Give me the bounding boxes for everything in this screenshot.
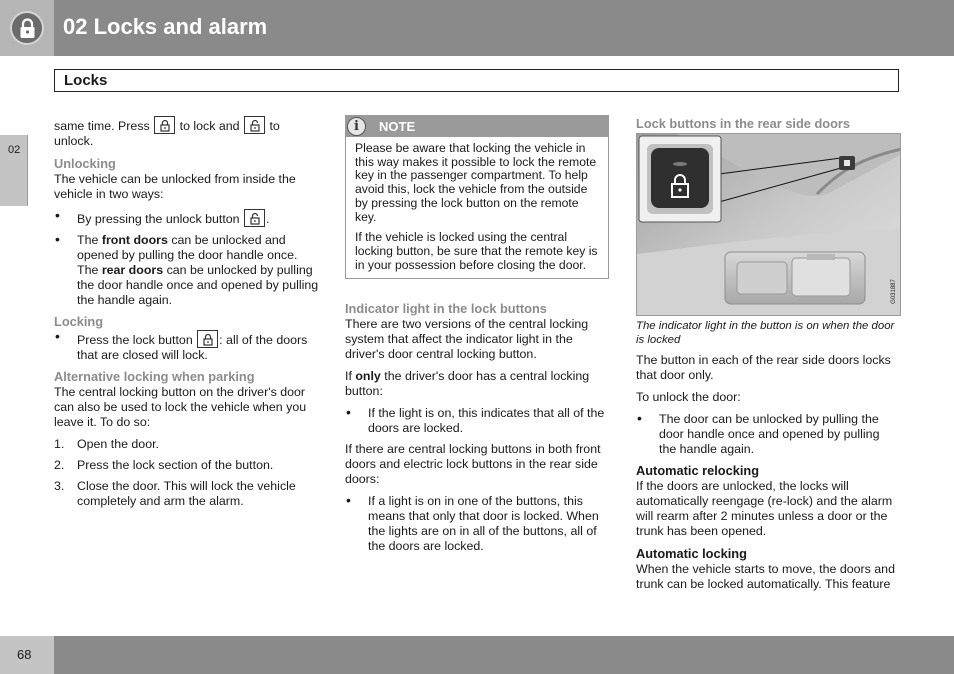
locking-heading: Locking — [54, 314, 104, 329]
locking-list — [54, 330, 320, 363]
rear-p1: The button in each of the rear side doors locks that door only. — [636, 353, 891, 382]
list-item — [54, 437, 320, 452]
rear-buttons-heading: Lock buttons in the rear side doors — [636, 116, 851, 131]
chapter-title: 02 Locks and alarm — [63, 14, 268, 39]
list-item — [54, 330, 320, 363]
intro-text-b: to lock and — [179, 119, 240, 133]
step-number: 2. — [54, 458, 65, 472]
unlocking-list — [54, 209, 320, 308]
bullet2-bold-rear-doors: rear doors — [101, 263, 164, 277]
chapter-side-tab — [0, 135, 28, 206]
unlock-button-icon — [244, 116, 265, 134]
chapter-icon-box — [0, 0, 54, 56]
unlock-door-list — [636, 412, 900, 457]
list-item — [54, 458, 320, 473]
lock-button-icon — [154, 116, 175, 134]
step-text: Press the lock section of the button. — [77, 458, 274, 472]
page-number: 68 — [17, 647, 32, 662]
bullet1-end: . — [266, 212, 270, 226]
list-item: • If a light is on in one of the buttons, this means that only that door is locked. When the lights are on in all of the buttons, all of the doors are locked. — [345, 494, 609, 554]
rear-door-lock-photo — [636, 133, 901, 316]
autolock-text: When the vehicle starts to move, the doors and trunk can be locked automatically. This feature — [636, 562, 895, 591]
bullet2-bold-front-doors: front doors — [101, 233, 168, 247]
step-text: Close the door. This will lock the vehicle completely and arm the alarm. — [77, 479, 296, 508]
section-bar — [54, 69, 899, 92]
relock-heading: Automatic relocking — [636, 463, 760, 478]
both-doors-text: If there are central locking buttons in both front doors and electric lock buttons in the rear side doors: — [345, 442, 601, 487]
note-paragraph-1: Please be aware that locking the vehicle in this way makes it possible to lock the remote key in the passenger compartment. To help avoid this, lock the vehicle from the outside by pressing the lock button on the remote key. — [355, 141, 597, 224]
bullet2-text-c: can be unlocked and opened by pulling the door handle once. The — [77, 233, 298, 277]
step-number: 3. — [54, 479, 65, 493]
info-icon: i — [347, 117, 366, 136]
padlock-icon — [10, 11, 44, 45]
steps-list — [54, 437, 320, 509]
column-2 — [345, 115, 609, 560]
step-number: 1. — [54, 437, 65, 451]
only-text-a: If — [345, 369, 352, 384]
list-item — [54, 233, 320, 308]
column-1 — [54, 116, 320, 515]
photo-code: G031887 — [890, 279, 897, 304]
unlocking-text: The vehicle can be unlocked from inside the vehicle in two ways: — [54, 172, 296, 201]
list-item: • If the light is on, this indicates that all of the doors are locked. — [345, 406, 609, 436]
unlocking-heading: Unlocking — [54, 156, 116, 171]
unlock-button-icon — [244, 209, 265, 227]
note-header — [346, 116, 608, 137]
intro-text-c: to unlock. — [54, 119, 280, 148]
only-bold: only — [355, 369, 381, 384]
page-number-box — [0, 636, 54, 674]
indicator-heading: Indicator light in the lock buttons — [345, 301, 547, 317]
list-item — [54, 479, 320, 509]
one-on-list — [345, 494, 609, 554]
autolock-heading: Automatic locking — [636, 546, 747, 561]
rear-p2: To unlock the door: — [636, 390, 741, 404]
chapter-side-tab-label: 02 — [8, 144, 21, 156]
page-footer — [0, 636, 954, 674]
column-3 — [636, 116, 900, 599]
indicator-text: There are two versions of the central locking system that affect the indicator light in the driver's door central locking button. — [345, 317, 589, 362]
step-text: Open the door. — [77, 437, 159, 451]
locking-bullet-text-b: : all of the doors that are closed will lock. — [77, 333, 308, 362]
intro-text-a: same time. Press — [54, 119, 150, 133]
list-item — [54, 209, 320, 227]
list-item: • The door can be unlocked by pulling the door handle once and opened by pulling the handle again. — [636, 412, 900, 457]
light-on-list — [345, 406, 609, 436]
bullet2-text-e: can be unlocked by pulling the door handle once and opened by pulling the handle again. — [77, 263, 319, 307]
bullet2-text-a: The — [77, 233, 99, 247]
only-text-c: the driver's door has a central locking button: — [345, 369, 590, 399]
only-driver-paragraph — [345, 369, 609, 399]
alt-locking-text: The central locking button on the driver's door can also be used to lock the vehicle when you leave it. To do so: — [54, 385, 307, 429]
photo-caption: The indicator light in the button is on when the door is locked — [636, 320, 895, 346]
chapter-header — [0, 0, 954, 56]
note-box — [345, 115, 609, 279]
section-title: Locks — [64, 72, 108, 89]
intro-paragraph — [54, 116, 320, 149]
note-body — [346, 137, 608, 278]
lock-button-icon — [197, 330, 218, 348]
relock-text: If the doors are unlocked, the locks will automatically reengage (re-lock) and the alarm will rearm after 2 minutes unless a door or the trunk has been opened. — [636, 479, 893, 538]
locking-bullet-text-a: Press the lock button — [77, 333, 193, 347]
note-label: NOTE — [379, 119, 416, 134]
note-paragraph-2: If the vehicle is locked using the central locking button, be sure that the remote key is in your possession before closing the door. — [355, 230, 598, 272]
alt-locking-heading: Alternative locking when parking — [54, 369, 255, 384]
bullet1-text: By pressing the unlock button — [77, 212, 240, 226]
